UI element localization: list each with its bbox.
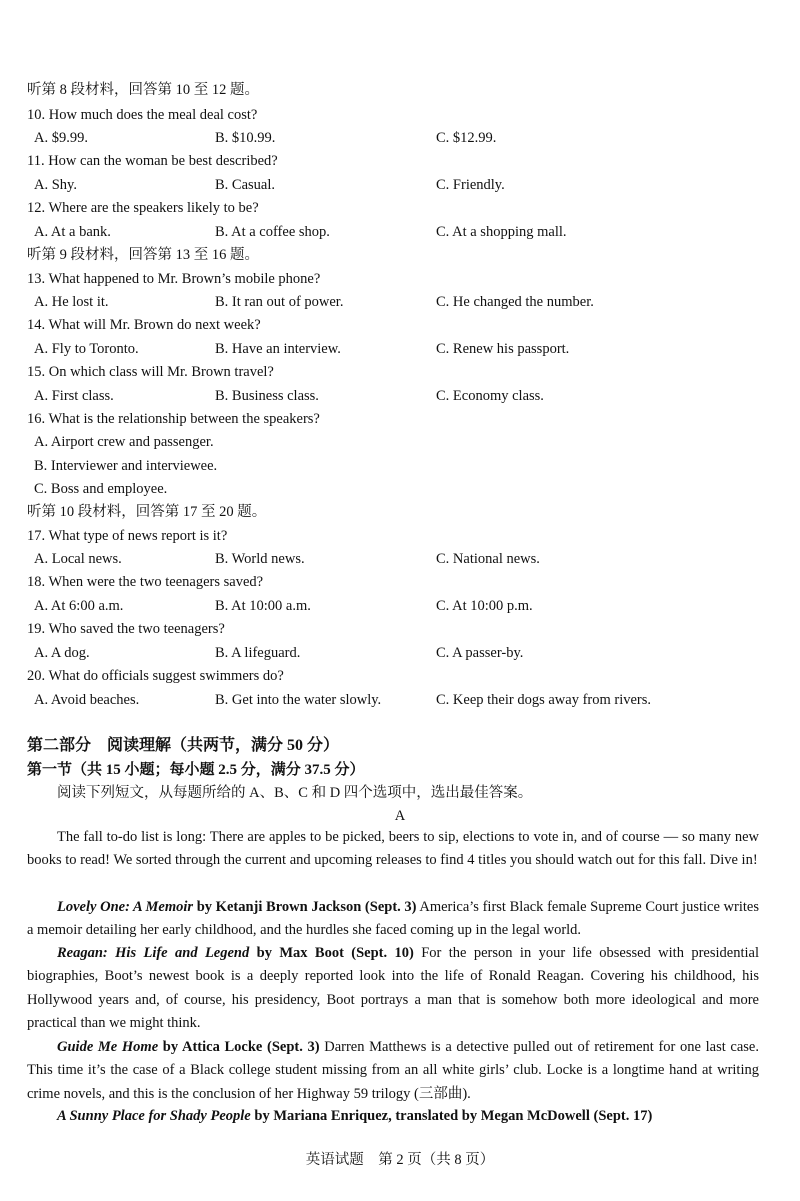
section-9-instruction: 听第 9 段材料，回答第 13 至 16 题。 — [27, 247, 259, 263]
q17-option-a: A. Local news. — [34, 551, 122, 567]
question-18: 18. When were the two teenagers saved? — [27, 574, 264, 590]
question-13: 13. What happened to Mr. Brown’s mobile phone? — [27, 271, 321, 287]
question-15: 15. On which class will Mr. Brown travel? — [27, 364, 274, 380]
q11-option-a: A. Shy. — [34, 177, 77, 193]
book-title-2: Reagan: His Life and Legend — [57, 945, 250, 961]
book-author-3: by Attica Locke (Sept. 3) — [158, 1039, 320, 1055]
q15-option-c: C. Economy class. — [436, 388, 544, 404]
q11-option-b: B. Casual. — [215, 177, 276, 193]
question-17: 17. What type of news report is it? — [27, 528, 228, 544]
book-desc-2: For the person in your life obsessed with presidential biographies, Boot’s newest book is a deeply reported look into the life of Ronald Reagan. Covering his childhood, his Hollywood years and, of course, his presidency, Boot portrays a man that is somehow both more ideological and more practical than we might think. — [27, 945, 759, 1032]
q11-option-c: C. Friendly. — [436, 177, 505, 193]
book-entry-3 — [27, 1036, 759, 1106]
q14-option-a: A. Fly to Toronto. — [34, 341, 139, 357]
q10-option-c: C. $12.99. — [436, 130, 497, 146]
q14-option-b: B. Have an interview. — [215, 341, 341, 357]
question-11: 11. How can the woman be best described? — [27, 153, 278, 169]
q18-option-b: B. At 10:00 a.m. — [215, 598, 311, 614]
question-10: 10. How much does the meal deal cost? — [27, 107, 258, 123]
book-desc-1: America’s first Black female Supreme Court justice writes a memoir detailing her early childhood, and the hurdles she faced coming up in the legal world. — [27, 899, 759, 939]
q13-option-c: C. He changed the number. — [436, 294, 594, 310]
q10-option-a: A. $9.99. — [34, 130, 88, 146]
passage-label: A — [394, 808, 406, 824]
q14-option-c: C. Renew his passport. — [436, 341, 570, 357]
book-entry-2 — [27, 942, 759, 1036]
part-2-instruction: 阅读下列短文，从每题所给的 A、B、C 和 D 四个选项中，选出最佳答案。 — [57, 785, 533, 801]
book-author-4: by Mariana Enriquez, translated by Megan McDowell (Sept. 17) — [250, 1108, 653, 1124]
q19-option-a: A. A dog. — [34, 645, 90, 661]
book-author-1: by Ketanji Brown Jackson (Sept. 3) — [193, 899, 417, 915]
q12-option-a: A. At a bank. — [34, 224, 111, 240]
q16-option-a: A. Airport crew and passenger. — [34, 434, 214, 450]
part-2-subtitle: 第一节（共 15 小题；每小题 2.5 分，满分 37.5 分） — [27, 762, 365, 778]
question-16: 16. What is the relationship between the speakers? — [27, 411, 320, 427]
q12-option-c: C. At a shopping mall. — [436, 224, 567, 240]
q13-option-a: A. He lost it. — [34, 294, 109, 310]
book-title-1: Lovely One: A Memoir — [57, 899, 194, 915]
page-footer: 英语试题 第 2 页（共 8 页） — [305, 1152, 495, 1168]
book-desc-3: Darren Matthews is a detective pulled out of retirement for one last case. This time it’s the case of a Black college student missing from an all white girls’ club. Locke is a longtime hand at writing crime novels, and this is the conclusion of her Highway 59 trilogy (三部曲). — [27, 1039, 759, 1102]
q15-option-b: B. Business class. — [215, 388, 319, 404]
question-14: 14. What will Mr. Brown do next week? — [27, 317, 261, 333]
q19-option-b: B. A lifeguard. — [215, 645, 301, 661]
q17-option-c: C. National news. — [436, 551, 540, 567]
book-title-3: Guide Me Home — [57, 1039, 159, 1055]
q16-option-c: C. Boss and employee. — [34, 481, 168, 497]
q12-option-b: B. At a coffee shop. — [215, 224, 330, 240]
q15-option-a: A. First class. — [34, 388, 114, 404]
q20-option-b: B. Get into the water slowly. — [215, 692, 382, 708]
book-entry-4 — [27, 1105, 759, 1128]
q20-option-c: C. Keep their dogs away from rivers. — [436, 692, 652, 708]
question-20: 20. What do officials suggest swimmers do? — [27, 668, 284, 684]
q20-option-a: A. Avoid beaches. — [34, 692, 140, 708]
question-12: 12. Where are the speakers likely to be? — [27, 200, 259, 216]
part-2-title: 第二部分 阅读理解（共两节，满分 50 分） — [27, 737, 340, 754]
question-19: 19. Who saved the two teenagers? — [27, 621, 225, 637]
q18-option-c: C. At 10:00 p.m. — [436, 598, 533, 614]
q17-option-b: B. World news. — [215, 551, 305, 567]
q16-option-b: B. Interviewer and interviewee. — [34, 458, 218, 474]
section-10-instruction: 听第 10 段材料，回答第 17 至 20 题。 — [27, 504, 267, 520]
book-author-2: by Max Boot (Sept. 10) — [249, 945, 414, 961]
passage-intro: The fall to-do list is long: There are apples to be picked, beers to sip, elections to vote in, and of course — so many new books to read! We sorted through the current and upcoming releases to find 4 titles you should watch out for this fall. Dive in! — [27, 829, 759, 869]
q19-option-c: C. A passer-by. — [436, 645, 524, 661]
book-title-4: A Sunny Place for Shady People — [57, 1108, 251, 1124]
q10-option-b: B. $10.99. — [215, 130, 276, 146]
q18-option-a: A. At 6:00 a.m. — [34, 598, 124, 614]
book-entry-1 — [27, 896, 759, 943]
section-8-instruction: 听第 8 段材料，回答第 10 至 12 题。 — [27, 82, 259, 98]
q13-option-b: B. It ran out of power. — [215, 294, 344, 310]
